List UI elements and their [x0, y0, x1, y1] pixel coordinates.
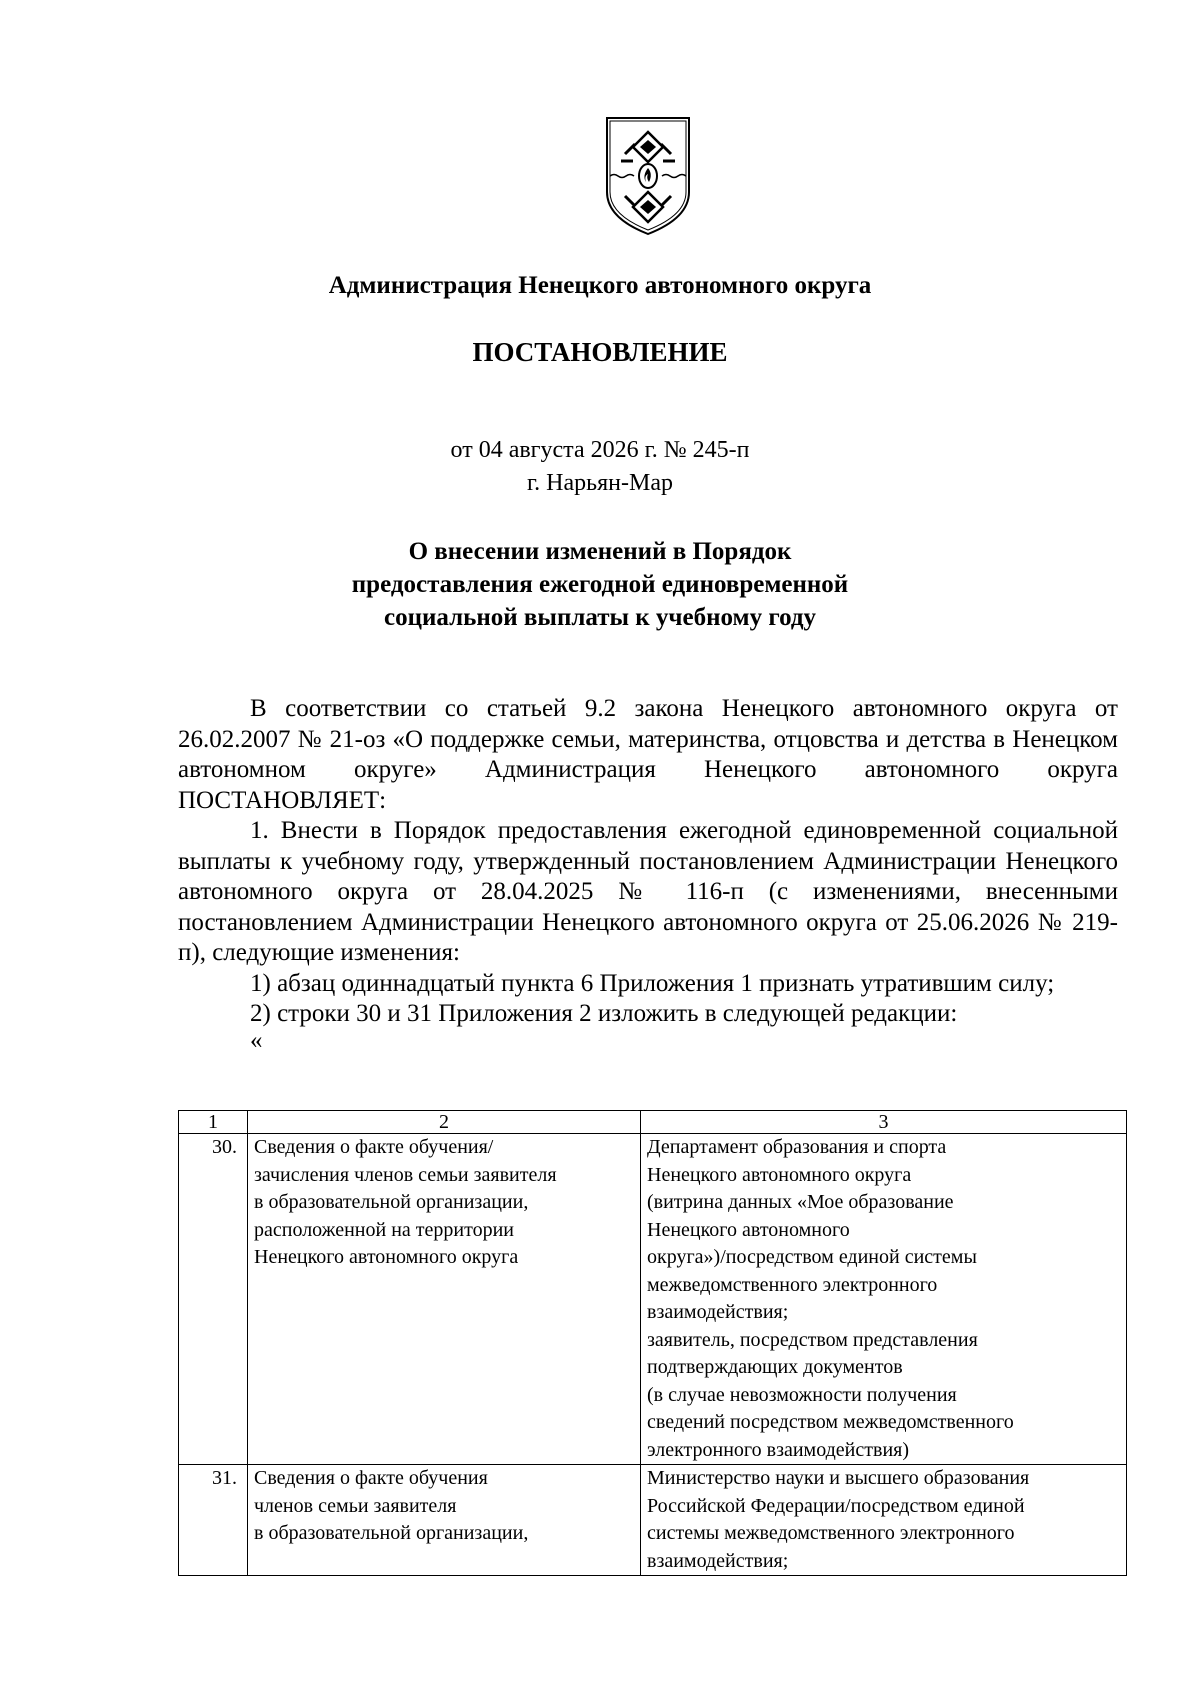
table-header-row [179, 1111, 1127, 1134]
cell-line: Сведения о факте обучения/ [254, 1136, 494, 1158]
row-source [641, 1134, 1127, 1465]
cell-line: зачисления членов семьи заявителя [254, 1163, 557, 1186]
cell-line: подтверждающих документов [647, 1356, 903, 1378]
coat-of-arms-icon [601, 114, 695, 238]
open-quote: « [250, 1026, 263, 1054]
cell-line: (витрина данных «Мое образование [647, 1191, 954, 1213]
table-row [179, 1134, 1127, 1465]
cell-line: в образовательной организации, [254, 1522, 529, 1544]
title-line: предоставления ежегодной единовременной [351, 571, 849, 598]
cell-line: Сведения о факте обучения [254, 1467, 488, 1489]
row-description [248, 1134, 641, 1465]
document-body [178, 694, 1118, 1052]
cell-line: Российской Федерации/посредством единой [647, 1494, 1025, 1517]
organization-name: Администрация Ненецкого автономного округа [328, 272, 872, 299]
row-number: 31. [179, 1465, 248, 1576]
amendments-table [178, 1110, 1127, 1576]
row-number: 30. [179, 1134, 248, 1465]
cell-line: Ненецкого автономного округа [647, 1163, 912, 1186]
table-header-cell: 3 [641, 1111, 1127, 1134]
cell-line: заявитель, посредством представления [647, 1328, 978, 1351]
title-line: О внесении изменений в Порядок [408, 538, 792, 565]
cell-line: Министерство науки и высшего образования [647, 1467, 1030, 1489]
document-title [0, 535, 1200, 634]
cell-line: взаимодействия; [647, 1549, 789, 1572]
row-source [641, 1465, 1127, 1576]
document-city: г. Нарьян-Мар [527, 470, 673, 496]
row-description [248, 1465, 641, 1576]
cell-line: взаимодействия; [647, 1301, 789, 1323]
table-header-cell: 2 [248, 1111, 641, 1134]
cell-line: Департамент образования и спорта [647, 1136, 947, 1158]
cell-line: округа»)/посредством единой системы [647, 1246, 977, 1268]
cell-line: (в случае невозможности получения [647, 1383, 957, 1406]
cell-line: электронного взаимодействия) [647, 1438, 910, 1461]
cell-line: сведений посредством межведомственного [647, 1411, 1014, 1433]
paragraph-item-1: 1. Внести в Порядок предоставления ежегодной единовременной социальной выплаты к учебному году, утвержденный постановлением Администрации Ненецкого автономного округа от 28.04.2025 № 116-п (с изменениями, внесенными постановлением Администрации Ненецкого автономного округа от 25.06.2026 № 219-п), следующие изменения: [178, 817, 1118, 966]
cell-line: членов семьи заявителя [254, 1494, 457, 1517]
cell-line: расположенной на территории [254, 1218, 514, 1241]
paragraph-subitem-1: 1) абзац одиннадцатый пункта 6 Приложения 1 признать утратившим силу; [250, 969, 1055, 997]
paragraph-preamble: В соответствии со статьей 9.2 закона Ненецкого автономного округа от 26.02.2007 № 21-оз «О поддержке семьи, материнства, отцовства и детства в Ненецком автономном округе» Администрация Ненецкого автономного округа ПОСТАНОВЛЯЕТ: [178, 695, 1118, 814]
cell-line: Ненецкого автономного [647, 1218, 850, 1241]
paragraph-subitem-2: 2) строки 30 и 31 Приложения 2 изложить в следующей редакции: [250, 1000, 958, 1027]
cell-line: межведомственного электронного [647, 1273, 938, 1296]
document-date-number: от 04 августа 2026 г. № 245-п [450, 437, 750, 463]
document-type: ПОСТАНОВЛЕНИЕ [472, 337, 728, 367]
cell-line: системы межведомственного электронного [647, 1522, 1015, 1544]
cell-line: в образовательной организации, [254, 1191, 529, 1213]
title-line: социальной выплаты к учебному году [384, 604, 816, 631]
cell-line: Ненецкого автономного округа [254, 1246, 519, 1268]
table-row [179, 1465, 1127, 1576]
table-header-cell: 1 [179, 1111, 248, 1134]
